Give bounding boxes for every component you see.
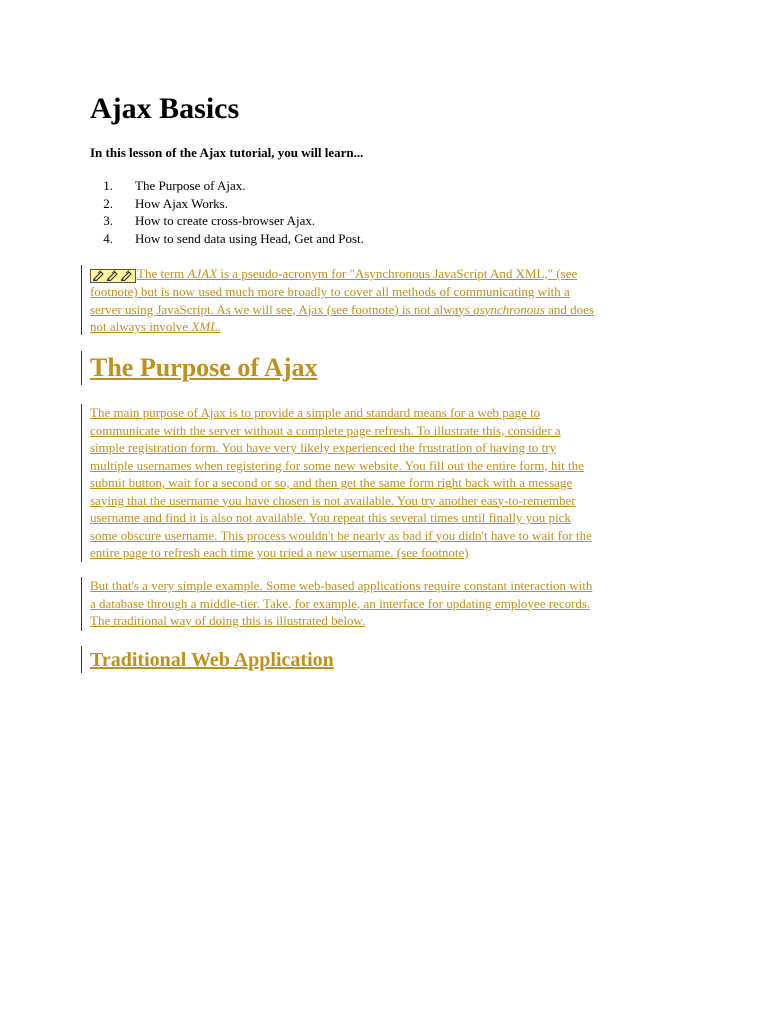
paragraph-line: simple registration form. You have very likely experienced the frustration of having to try [90,440,557,455]
objective-text: How to create cross-browser Ajax. [135,213,316,228]
paragraph-line: submit button, wait for a second or so, and then get the same form right back with a message [90,475,573,490]
paragraph-line: saying that the username you have chosen is not available. You try another easy-to-remember [90,492,576,508]
paragraph-line: communicate with the server without a complete page refresh. To illustrate this, consider a [90,422,561,438]
objective-number: 4. [103,230,113,246]
paragraph-line: The main purpose of Ajax is to provide a simple and standard means for a web page to [90,405,541,420]
objective-text: How Ajax Works. [135,195,228,211]
note-line: server using JavaScript. As we will see, Ajax (see footnote) is not always asynchronous and does [90,301,594,317]
paragraph-line: multiple usernames when registering for some new website. You fill out the entire form, hit the [90,457,584,473]
subsection-heading[interactable]: Traditional Web Application [90,649,334,671]
paragraph-line: entire page to refresh each time you tried a new username. (see footnote) [90,545,469,560]
objective-number: 2. [103,195,113,211]
pencil-icon [92,270,106,281]
revision-bar [81,351,82,385]
section-heading[interactable]: The Purpose of Ajax [90,353,318,382]
objectives-list [90,177,364,247]
lesson-intro: In this lesson of the Ajax tutorial, you will learn... [90,145,364,160]
objective-number: 1. [103,178,113,193]
ajax-term: AJAX [187,266,218,281]
note-line: footnote) but is now used much more broadly to cover all methods of communicating with a [90,284,570,299]
paragraph-line: But that's a very simple example. Some web-based applications require constant interaction with [90,578,593,593]
revision-bar [81,577,82,631]
paragraph-line: username and find it is also not available. You repeat this several times until finally you pick [90,510,571,525]
objective-item [90,212,364,230]
objective-item [90,195,364,213]
objective-item [90,177,364,195]
purpose-paragraph[interactable] [90,404,592,562]
paragraph-line: The traditional way of doing this is illustrated below. [90,613,366,628]
objective-text: The Purpose of Ajax. [135,178,246,193]
objective-text: How to send data using Head, Get and Post. [135,230,364,246]
paragraph-line: some obscure username. This process wouldn't be nearly as bad if you didn't have to wait for the [90,527,592,543]
objective-number: 3. [103,213,113,228]
note-line: not always involve XML. [90,319,221,334]
page-title: Ajax Basics [90,92,240,125]
note-line: The term AJAX is a pseudo-acronym for "Asynchronous JavaScript And XML," (see [90,265,594,283]
example-paragraph[interactable] [90,577,592,630]
pencil-icon [120,270,134,281]
revision-bar [81,646,82,673]
pencil-icon [106,270,120,281]
revision-bar [81,404,82,562]
objective-item [90,230,364,248]
revision-bar [81,265,82,335]
note-icon-strip[interactable] [90,269,136,283]
ajax-note-paragraph[interactable] [90,265,594,336]
paragraph-line: a database through a middle-tier. Take, for example, an interface for updating employee records. [90,595,591,611]
